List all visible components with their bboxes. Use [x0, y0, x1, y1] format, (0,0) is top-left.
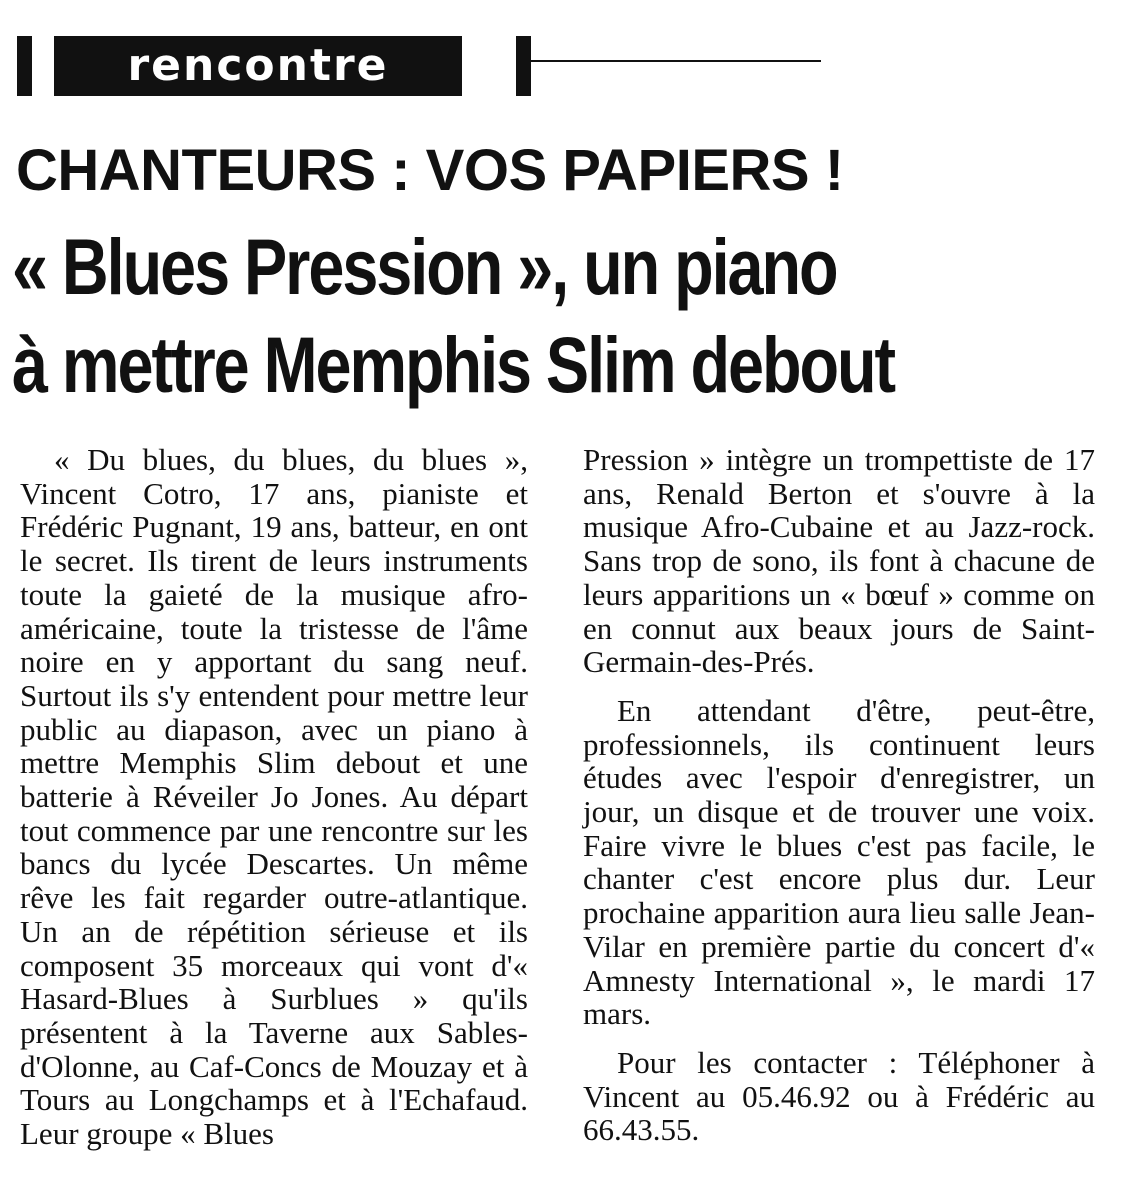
article-column-left: [20, 443, 528, 1151]
article-paragraph-2: Pression » intègre un trompettiste de 17 ans, Renald Berton et s'ouvre à la musique Afro-Cubaine et au Jazz-rock. Sans trop de sono, ils font à chacune de leurs apparitions un « bœuf » comme on en connut aux beaux jours de Saint-Germain-des-Prés.: [583, 442, 1095, 680]
rubric-label: rencontre: [127, 40, 389, 91]
rubric-right-bar: [516, 36, 531, 96]
headline-line-1: « Blues Pression », un piano: [12, 222, 837, 311]
kicker-headline: CHANTEURS : VOS PAPIERS !: [16, 138, 844, 203]
rubric-band: [0, 0, 1124, 100]
article-column-right: [583, 443, 1095, 1147]
rubric-left-bar: [17, 36, 32, 96]
article-paragraph-3: En attendant d'être, peut-être, professionnels, ils continuent leurs études avec l'espoir d'enregistrer, un jour, un disque et de trouver une voix. Faire vivre le blues c'est pas facile, le chanter c'est encore plus dur. Leur prochaine apparition aura lieu salle Jean-Vilar en première partie du concert d'« Amnesty International », le mardi 17 mars.: [583, 692, 1095, 1032]
rubric-rule: [531, 60, 821, 62]
main-headline: [12, 218, 1112, 414]
headline-line-2: à mettre Memphis Slim debout: [12, 320, 895, 409]
article-paragraph-1: « Du blues, du blues, du blues », Vincent Cotro, 17 ans, pianiste et Frédéric Pugnant, 19 ans, batteur, en ont le secret. Ils tirent de leurs instruments toute la gaieté de la musique afro-américaine, toute la tristesse de l'âme noire en y apportant du sang neuf. Surtout ils s'y entendent pour mettre leur public au diapason, avec un piano à mettre Memphis Slim debout et une batterie à Réveiler Jo Jones. Au départ tout commence par une rencontre sur les bancs du lycée Descartes. Un même rêve les fait regarder outre-atlantique. Un an de répétition sérieuse et ils composent 35 morceaux qui vont d'« Hasard-Blues à Surblues » qu'ils présentent à la Taverne aux Sables-d'Olonne, au Caf-Concs de Mouzay et à Tours au Longchamps et à l'Echafaud. Leur groupe « Blues: [20, 442, 528, 1152]
article-paragraph-4: Pour les contacter : Téléphoner à Vincent au 05.46.92 ou à Frédéric au 66.43.55.: [583, 1044, 1095, 1148]
